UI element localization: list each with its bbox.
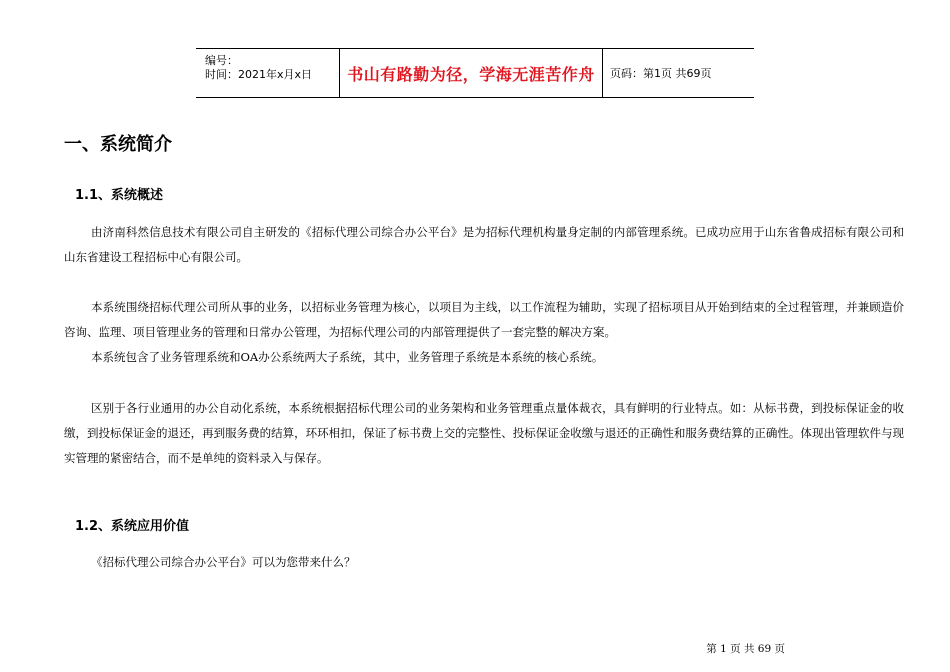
page-header (196, 48, 754, 98)
page-footer: 第 1 页 共 69 页 (706, 643, 785, 655)
subsection-title-overview: 1.1、系统概述 (75, 188, 164, 203)
paragraph-subsystems: 本系统包含了业务管理系统和OA办公系统两大子系统，其中，业务管理子系统是本系统的核心系统。 (91, 350, 604, 364)
header-motto-cell (340, 49, 603, 97)
paragraph-scope: 本系统围绕招标代理公司所从事的业务，以招标业务管理为核心，以项目为主线，以工作流程为辅助，实现了招标项目从开始到结束的全过程管理，并兼顾造价咨询、监理、项目管理业务的管理和日常办公管理，为招标代理公司的内部管理提供了一套完整的解决方案。 (64, 300, 904, 339)
subsection-title-value: 1.2、系统应用价值 (75, 519, 190, 534)
paragraph-value-question: 《招标代理公司综合办公平台》可以为您带来什么？ (91, 555, 356, 569)
code-label: 编号： (205, 54, 238, 67)
page-number-label: 页码：第1页 共69页 (610, 67, 712, 80)
header-info-cell (196, 49, 340, 97)
time-label: 时间：2021年x月x日 (205, 68, 313, 81)
motto-text: 书山有路勤为径，学海无涯苦作舟 (347, 64, 595, 84)
header-page-cell (603, 49, 754, 97)
paragraph-intro: 由济南科然信息技术有限公司自主研发的《招标代理公司综合办公平台》是为招标代理机构量身定制的内部管理系统。已成功应用于山东省鲁成招标有限公司和山东省建设工程招标中心有限公司。 (64, 225, 904, 264)
paragraph-features: 区别于各行业通用的办公自动化系统，本系统根据招标代理公司的业务架构和业务管理重点量体裁衣，具有鲜明的行业特点。如：从标书费，到投标保证金的收缴，到投标保证金的退还，再到服务费的结算，环环相扣，保证了标书费上交的完整性、投标保证金收缴与退还的正确性和服务费结算的正确性。体现出管理软件与现实管理的紧密结合，而不是单纯的资料录入与保存。 (64, 401, 904, 465)
section-title: 一、系统简介 (64, 134, 172, 155)
